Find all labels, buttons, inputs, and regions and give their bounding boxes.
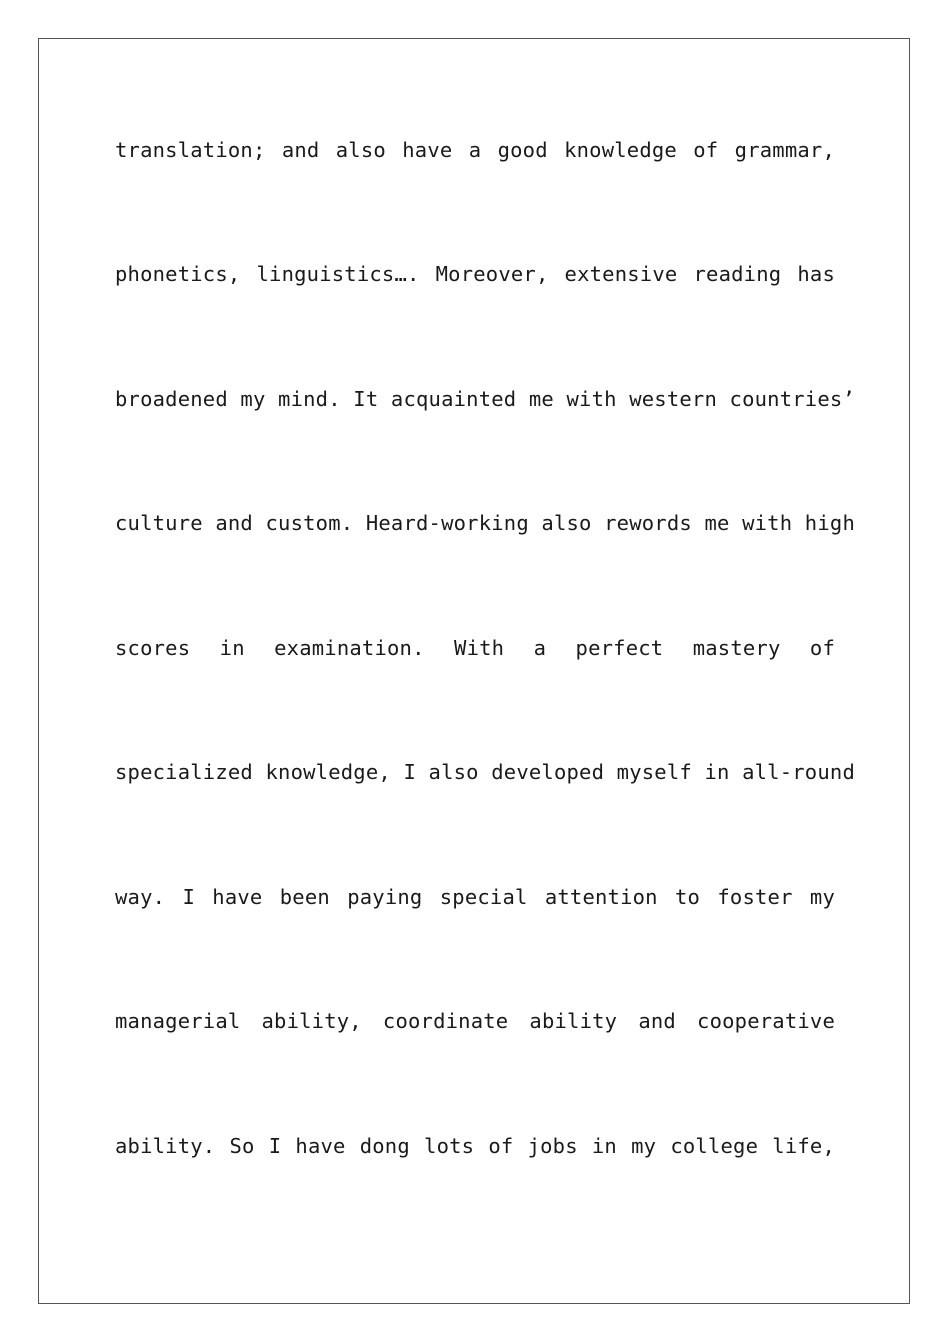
text-line-5: scores in examination. With a perfect mastery of [115, 636, 835, 660]
text-line-7: way. I have been paying special attention to foster my [115, 885, 835, 909]
text-line-8: managerial ability, coordinate ability and cooperative [115, 1009, 835, 1033]
text-line-6: specialized knowledge, I also developed myself in all-round [115, 760, 855, 784]
text-line-4: culture and custom. Heard-working also rewords me with high [115, 511, 855, 535]
page-border [38, 38, 910, 1304]
text-line-3: broadened my mind. It acquainted me with western countries’ [115, 387, 855, 411]
text-line-9: ability. So I have dong lots of jobs in my college life, [115, 1134, 835, 1158]
text-line-2: phonetics, linguistics…. Moreover, extensive reading has [115, 262, 835, 286]
text-line-1: translation; and also have a good knowledge of grammar, [115, 138, 835, 162]
